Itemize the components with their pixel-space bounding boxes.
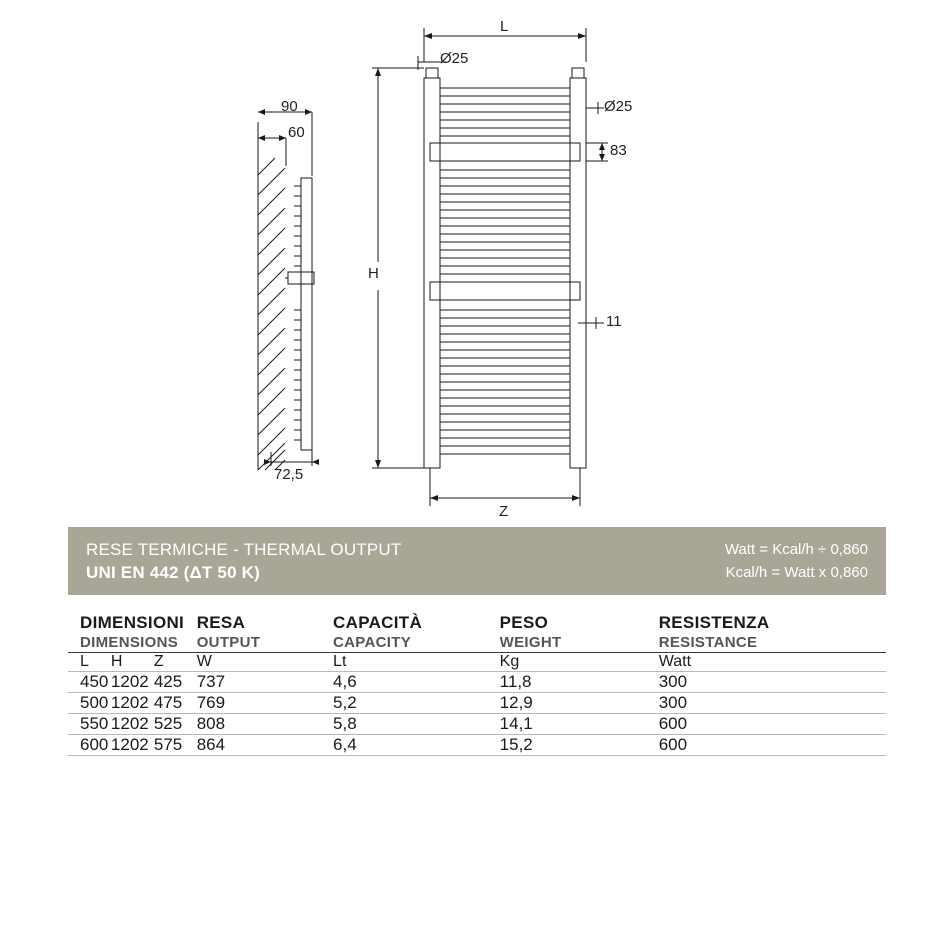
side-profile bbox=[285, 178, 314, 450]
header-resa-sub: OUTPUT bbox=[196, 634, 261, 651]
cell-output: 808 bbox=[197, 714, 333, 735]
cell-h: 1202 bbox=[111, 735, 154, 756]
table-row bbox=[68, 693, 886, 714]
spec-table bbox=[68, 612, 886, 756]
label-Z: Z bbox=[499, 503, 509, 520]
dim-90 bbox=[258, 109, 312, 176]
label-d25-right: Ø25 bbox=[604, 98, 633, 115]
cell-weight: 11,8 bbox=[500, 672, 659, 693]
cell-weight: 15,2 bbox=[500, 735, 659, 756]
cell-capacity: 6,4 bbox=[333, 735, 500, 756]
banner-formula-1: Watt = Kcal/h ÷ 0,860 bbox=[724, 541, 868, 558]
label-90: 90 bbox=[281, 98, 298, 115]
cell-l: 450 bbox=[68, 672, 111, 693]
cell-resistance: 600 bbox=[659, 714, 886, 735]
table-row bbox=[68, 714, 886, 735]
front-view bbox=[424, 68, 586, 468]
cell-z: 575 bbox=[154, 735, 197, 756]
unit-l: L bbox=[68, 653, 111, 672]
label-11: 11 bbox=[606, 313, 622, 330]
header-dimensioni-sub: DIMENSIONS bbox=[80, 634, 179, 651]
cell-capacity: 5,8 bbox=[333, 714, 500, 735]
cell-output: 737 bbox=[197, 672, 333, 693]
cell-weight: 14,1 bbox=[500, 714, 659, 735]
header-dimensioni-main: DIMENSIONI bbox=[80, 613, 185, 632]
unit-z: Z bbox=[154, 653, 197, 672]
dim-H bbox=[372, 68, 424, 468]
unit-w: W bbox=[197, 653, 333, 672]
banner-title-line2: UNI EN 442 (ΔT 50 K) bbox=[86, 563, 260, 582]
dim-Z bbox=[430, 468, 580, 506]
label-H: H bbox=[368, 265, 379, 282]
cell-weight: 12,9 bbox=[500, 693, 659, 714]
banner-formula-2: Kcal/h = Watt x 0,860 bbox=[725, 564, 868, 581]
cell-resistance: 300 bbox=[659, 693, 886, 714]
cell-l: 600 bbox=[68, 735, 111, 756]
header-resistenza bbox=[659, 612, 886, 653]
header-peso-sub: WEIGHT bbox=[499, 634, 562, 651]
tube-section-2 bbox=[440, 170, 570, 274]
header-dimensioni bbox=[68, 612, 197, 653]
cell-output: 864 bbox=[197, 735, 333, 756]
label-83: 83 bbox=[610, 142, 627, 159]
thermal-output-banner bbox=[68, 527, 886, 595]
banner-right-text bbox=[725, 538, 868, 584]
label-L: L bbox=[500, 18, 509, 35]
header-peso bbox=[500, 612, 659, 653]
unit-lt: Lt bbox=[333, 653, 500, 672]
wall-hatch bbox=[258, 158, 285, 470]
unit-kg: Kg bbox=[500, 653, 659, 672]
unit-watt: Watt bbox=[659, 653, 886, 672]
header-capacita-sub: CAPACITY bbox=[333, 634, 412, 651]
cell-z: 425 bbox=[154, 672, 197, 693]
cell-h: 1202 bbox=[111, 714, 154, 735]
cell-resistance: 300 bbox=[659, 672, 886, 693]
cell-resistance: 600 bbox=[659, 735, 886, 756]
label-60: 60 bbox=[288, 124, 305, 141]
cell-capacity: 4,6 bbox=[333, 672, 500, 693]
table-units-row bbox=[68, 653, 886, 672]
cell-h: 1202 bbox=[111, 672, 154, 693]
tube-section-1 bbox=[440, 88, 570, 136]
header-resa bbox=[197, 612, 333, 653]
spec-table-wrapper bbox=[68, 612, 886, 756]
header-capacita bbox=[333, 612, 500, 653]
banner-left-text bbox=[86, 538, 402, 584]
cell-z: 525 bbox=[154, 714, 197, 735]
unit-h: H bbox=[111, 653, 154, 672]
cell-h: 1202 bbox=[111, 693, 154, 714]
leader-11 bbox=[578, 317, 604, 329]
leader-d25-right bbox=[586, 102, 604, 114]
table-row bbox=[68, 735, 886, 756]
cell-output: 769 bbox=[197, 693, 333, 714]
cell-z: 475 bbox=[154, 693, 197, 714]
label-72-5: 72,5 bbox=[274, 466, 304, 483]
dim-725 bbox=[264, 450, 319, 466]
cell-l: 500 bbox=[68, 693, 111, 714]
table-header-row bbox=[68, 612, 886, 653]
header-resistenza-sub: RESISTANCE bbox=[658, 634, 758, 651]
header-resistenza-main: RESISTENZA bbox=[658, 613, 770, 632]
header-resa-main: RESA bbox=[196, 613, 246, 632]
banner-title-line1: RESE TERMICHE - THERMAL OUTPUT bbox=[86, 540, 402, 559]
header-peso-main: PESO bbox=[499, 613, 549, 632]
table-row bbox=[68, 672, 886, 693]
label-d25-top: Ø25 bbox=[440, 50, 469, 67]
header-capacita-main: CAPACITÀ bbox=[333, 613, 423, 632]
cell-capacity: 5,2 bbox=[333, 693, 500, 714]
cell-l: 550 bbox=[68, 714, 111, 735]
tube-section-3 bbox=[440, 310, 570, 454]
dim-83 bbox=[586, 143, 608, 161]
